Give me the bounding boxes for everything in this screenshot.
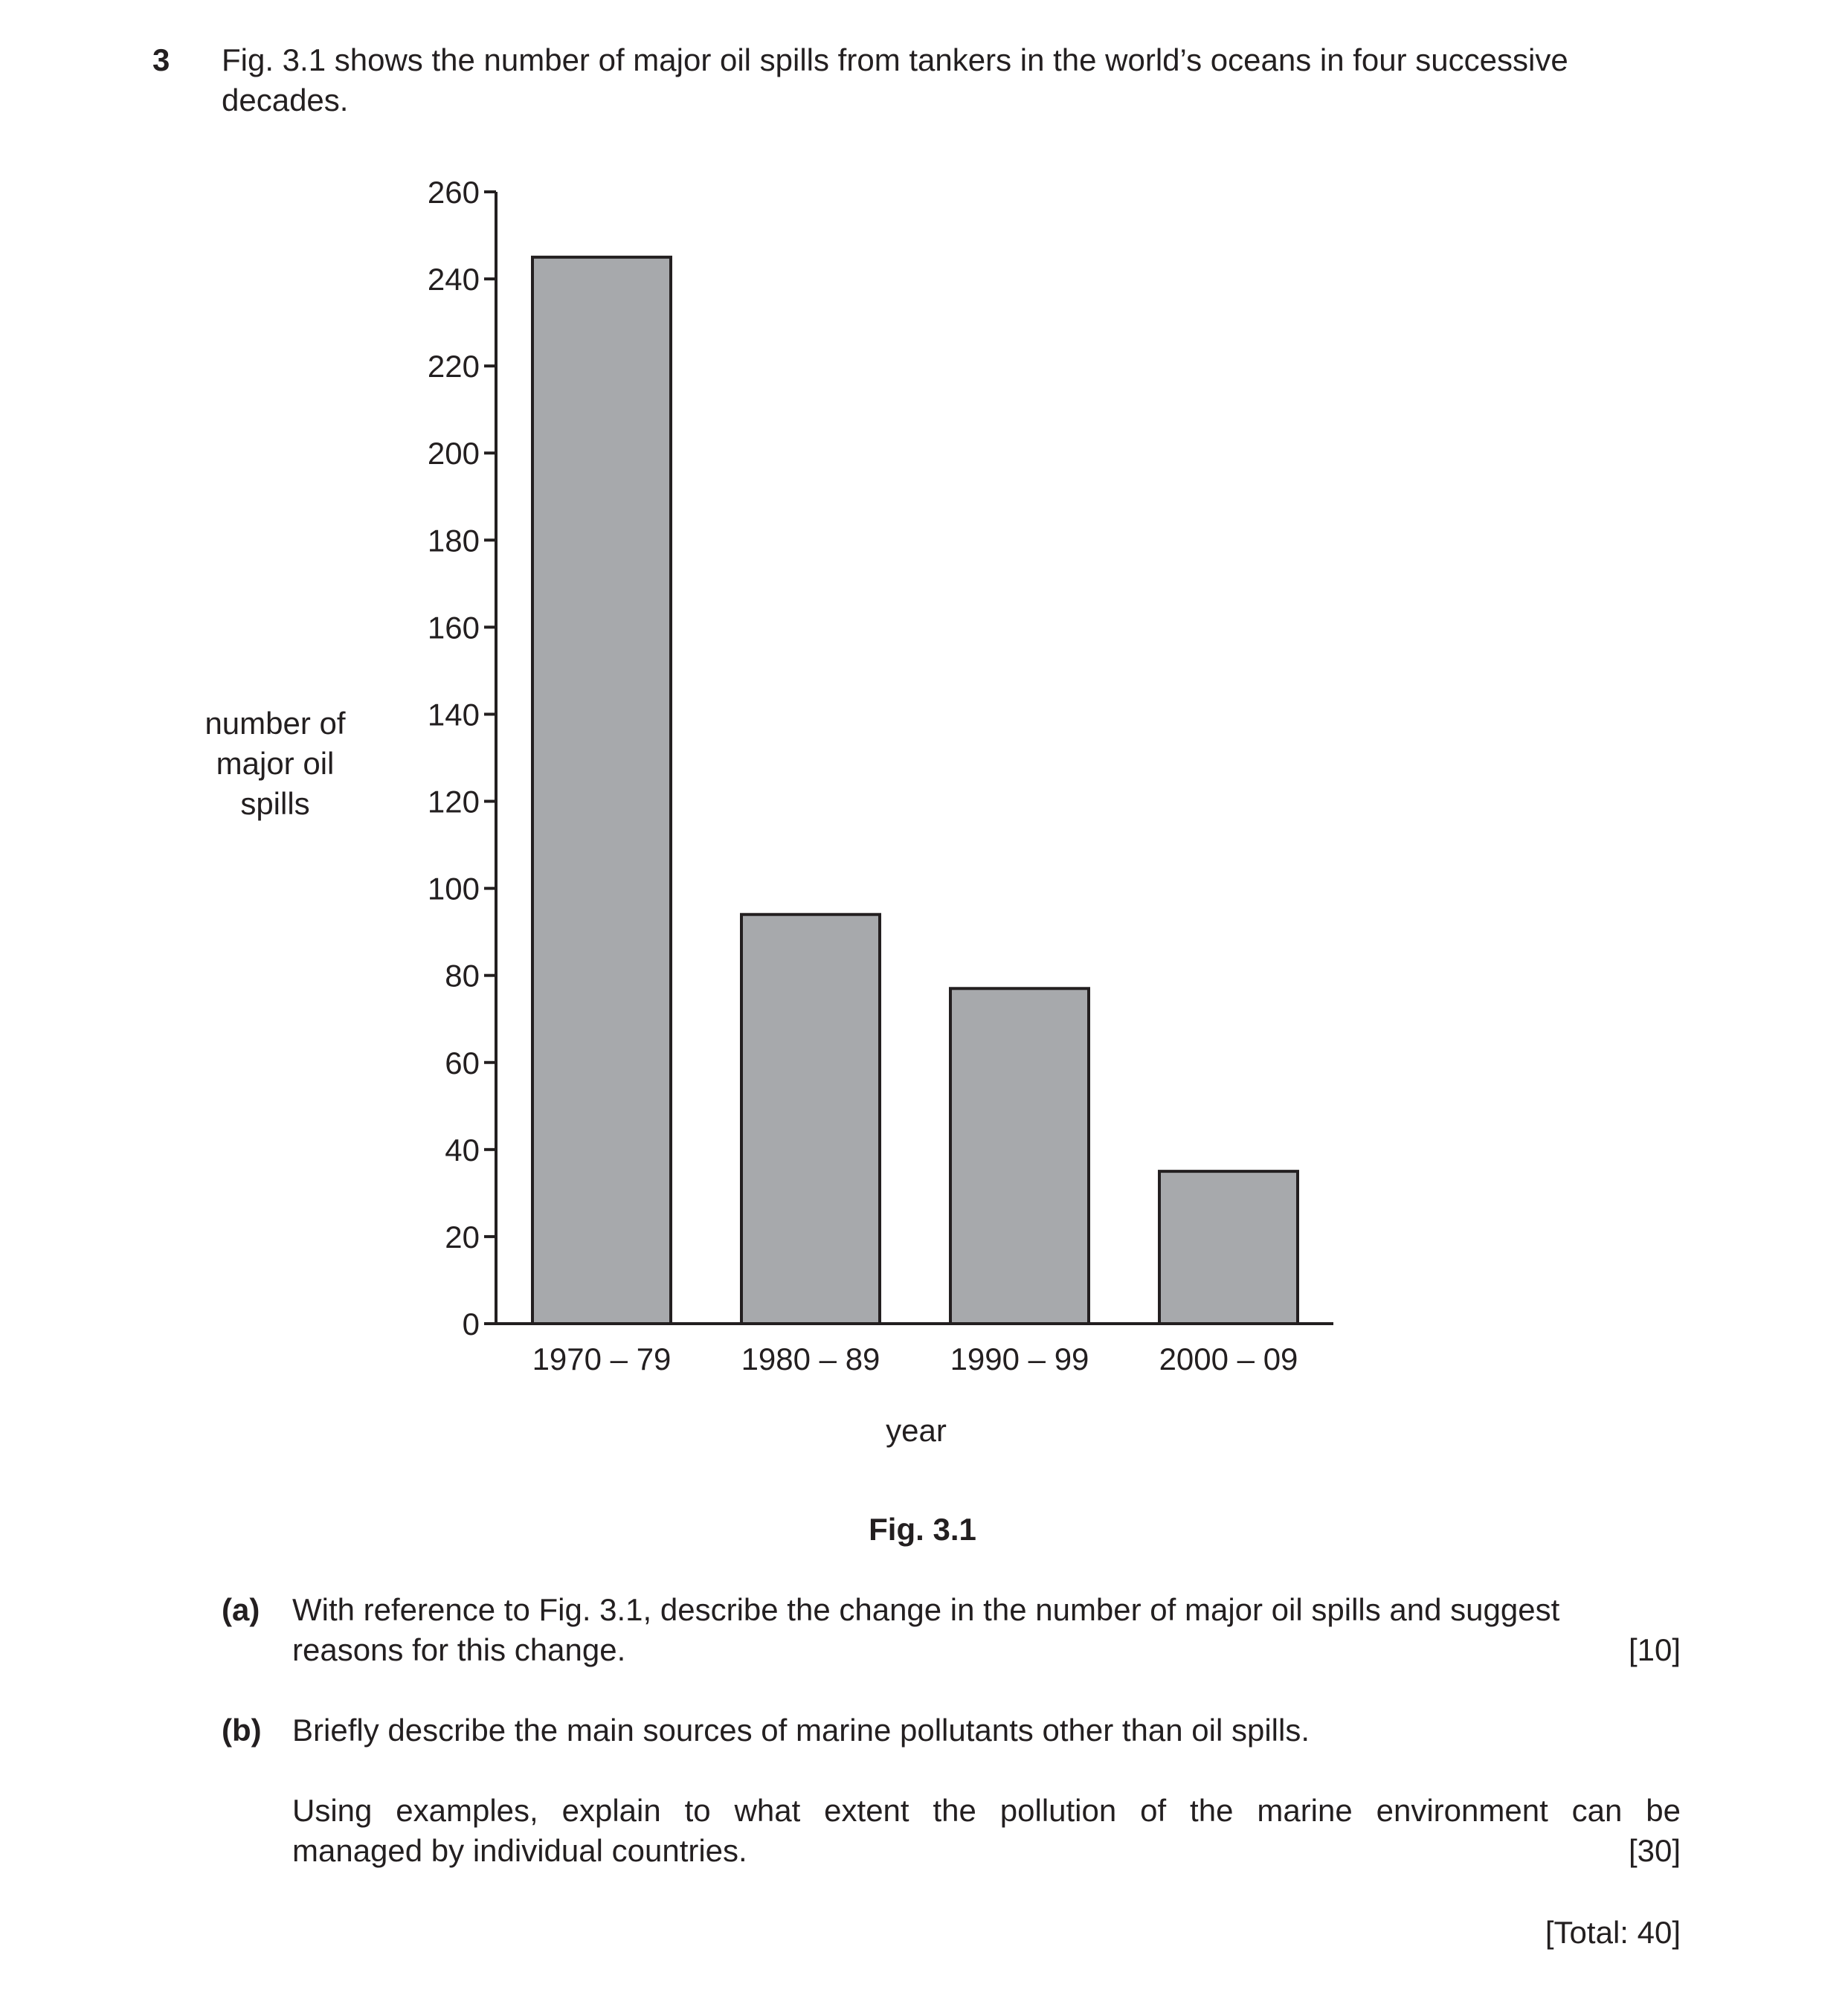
- y-ticks-group: [428, 175, 496, 1342]
- x-tick-label: 2000 – 09: [1159, 1342, 1298, 1376]
- y-tick-label: 160: [427, 610, 480, 645]
- bar-4: [1159, 1171, 1298, 1324]
- y-tick-label: 200: [427, 436, 480, 471]
- figure-caption: Fig. 3.1: [869, 1512, 976, 1547]
- bars-group: [532, 257, 1298, 1324]
- bar-1: [532, 257, 671, 1324]
- part-b-marks: [30]: [1628, 1833, 1681, 1868]
- x-tick-labels-group: [532, 1342, 1298, 1376]
- y-tick-label: 40: [445, 1132, 480, 1168]
- y-tick-label: 0: [462, 1307, 480, 1342]
- y-tick-label: 140: [427, 697, 480, 732]
- part-b-text2-line1: Using examples, explain to what extent the pollution of the marine environment can be: [292, 1793, 1681, 1828]
- part-a-label: (a): [222, 1592, 260, 1627]
- x-tick-label: 1970 – 79: [532, 1342, 672, 1376]
- part-a-body: [292, 1590, 1681, 1670]
- y-axis-label-line: spills: [240, 786, 310, 821]
- y-tick-label: 240: [427, 262, 480, 297]
- y-tick-label: 180: [427, 523, 480, 558]
- part-b-label: (b): [222, 1713, 262, 1748]
- y-tick-label: 20: [445, 1219, 480, 1255]
- y-tick-label: 60: [445, 1045, 480, 1081]
- part-a-marks: [10]: [1628, 1632, 1681, 1667]
- bar-2: [741, 915, 880, 1324]
- part-b-last-line: [292, 1831, 1681, 1871]
- part-b-body: [292, 1710, 1681, 1871]
- y-tick-label: 80: [445, 958, 480, 993]
- part-a-text-line2: reasons for this change.: [292, 1632, 626, 1667]
- y-axis-label: [205, 706, 345, 821]
- y-tick-label: 260: [427, 175, 480, 210]
- part-a-text-line1: With reference to Fig. 3.1, describe the change in the number of major oil spills and suggest: [292, 1592, 1560, 1627]
- part-b-text2-line2: managed by individual countries.: [292, 1833, 747, 1868]
- y-axis-label-line: number of: [205, 706, 346, 741]
- part-a-last-line: [292, 1630, 1681, 1670]
- x-axis-label: year: [886, 1413, 947, 1448]
- question-intro: Fig. 3.1 shows the number of major oil spills from tankers in the world’s oceans in four successive decades.: [222, 42, 1568, 117]
- y-axis-label-line: major oil: [216, 746, 335, 781]
- y-tick-label: 100: [427, 871, 480, 906]
- y-tick-label: 120: [427, 784, 480, 819]
- part-b-text1: Briefly describe the main sources of marine pollutants other than oil spills.: [292, 1713, 1310, 1748]
- question-number: 3: [152, 42, 170, 77]
- bar-3: [950, 988, 1089, 1324]
- total-marks: [Total: 40]: [1545, 1915, 1681, 1950]
- x-tick-label: 1990 – 99: [950, 1342, 1089, 1376]
- x-tick-label: 1980 – 89: [741, 1342, 880, 1376]
- y-tick-label: 220: [427, 349, 480, 384]
